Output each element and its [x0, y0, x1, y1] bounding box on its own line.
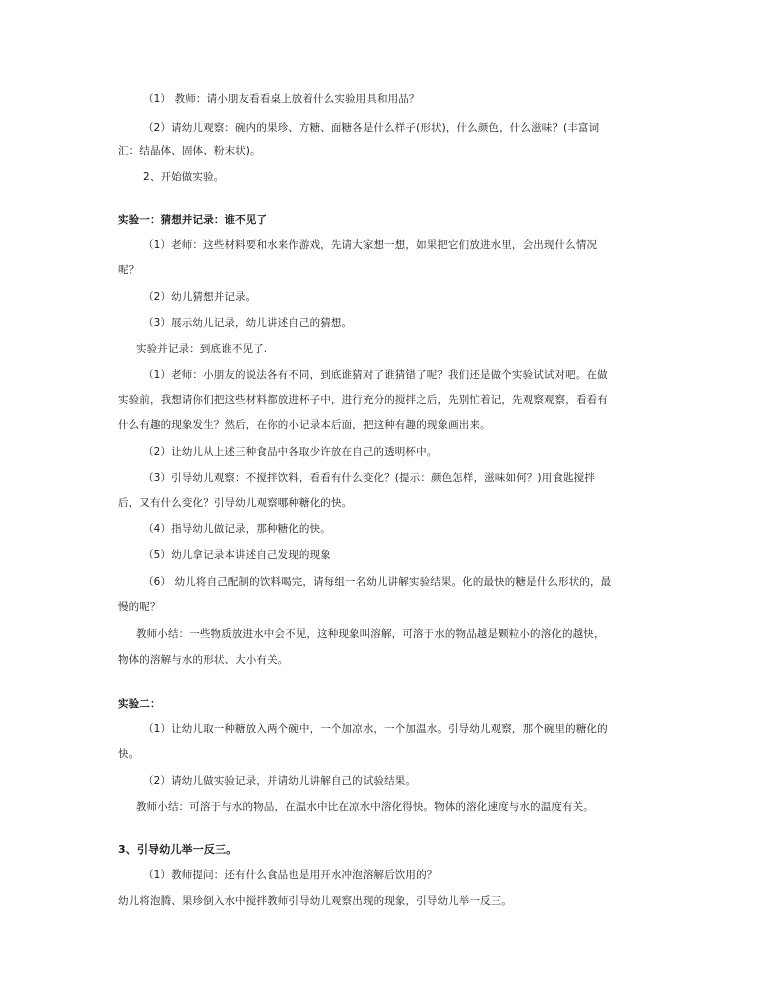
summary-exp1: 教师小结：一些物质放进水中会不见，这种现象叫溶解，可溶于水的物品越是颗粒小的溶化的越快，	[136, 628, 605, 640]
paragraph-exp1-1-cont: 呢？	[118, 264, 140, 276]
subheading-record: 实验并记录：到底谁不见了.	[136, 343, 268, 355]
summary-exp2: 教师小结：可溶于与水的物品，在温水中比在凉水中溶化得快。物体的溶化速度与水的温度有关。	[136, 801, 594, 813]
paragraph-record-3-cont: 后，又有什么变化？引导幼儿观察哪种糖化的快。	[118, 497, 353, 509]
paragraph-record-4: （4）指导幼儿做记录，那种糖化的快。	[143, 523, 331, 535]
paragraph-step3-2: 幼儿将泡腾、果珍倒入水中搅拌教师引导幼儿观察出现的现象，引导幼儿举一反三。	[118, 895, 513, 907]
paragraph-exp1-1: （1）老师：这些材料要和水来作游戏，先请大家想一想，如果把它们放进水里，会出现什么情况	[143, 239, 598, 251]
paragraph-record-3: （3）引导幼儿观察：不搅拌饮料，看看有什么变化？(提示：颜色怎样，滋味如何？)用食匙搅拌	[143, 472, 595, 484]
summary-exp1-cont: 物体的溶解与水的形状、大小有关。	[118, 654, 289, 666]
paragraph-record-6-cont: 慢的呢？	[118, 601, 161, 613]
paragraph-record-1-cont-b: 什么有趣的现象发生？然后，在你的小记录本后面，把这种有趣的现象画出来。	[118, 419, 491, 431]
paragraph-record-5: （5）幼儿拿记录本讲述自己发现的现象	[143, 549, 331, 561]
paragraph-exp2-1: （1）让幼儿取一种糖放入两个碗中，一个加凉水，一个加温水。引导幼儿观察，那个碗里的糖化的	[143, 723, 608, 735]
paragraph-exp1-3: （3）展示幼儿记录，幼儿讲述自己的猜想。	[143, 317, 353, 329]
paragraph-exp2-1-cont: 快。	[118, 748, 140, 760]
paragraph-step-1: （1） 教师：请小朋友看看桌上放着什么实验用具和用品？	[143, 93, 420, 105]
paragraph-exp1-2: （2）幼儿猜想并记录。	[143, 291, 257, 303]
heading-step-3: 3、引导幼儿举一反三。	[118, 843, 238, 856]
paragraph-record-1: （1）老师：小朋友的说法各有不同，到底谁猜对了谁猜错了呢？我们还是做个实验试试对吧。在做	[143, 369, 608, 381]
heading-start-experiment: 2、开始做实验。	[143, 171, 225, 183]
paragraph-step3-1: （1）教师提问：还有什么食品也是用开水冲泡溶解后饮用的？	[143, 869, 438, 881]
heading-experiment-2: 实验二：	[118, 698, 161, 710]
heading-experiment-1: 实验一：猜想并记录：谁不见了	[118, 214, 268, 226]
paragraph-step-2-cont: 汇：结晶体、固体、粉末状)。	[118, 145, 261, 157]
paragraph-record-1-cont-a: 实验前，我想请你们把这些材料都放进杯子中，进行充分的搅拌之后，先别忙着记，先观察观察，看看有	[118, 394, 608, 406]
paragraph-exp2-2: （2）请幼儿做实验记录，并请幼儿讲解自己的试验结果。	[143, 775, 417, 787]
paragraph-step-2: （2）请幼儿观察：碗内的果珍、方糖、面糖各是什么样子(形状)，什么颜色，什么滋味？(丰富词	[143, 122, 600, 134]
paragraph-record-6: （6） 幼儿将自己配制的饮料喝完，请每组一名幼儿讲解实验结果。化的最快的糖是什么形状的，最	[143, 576, 612, 588]
paragraph-record-2: （2）让幼儿从上述三种食品中各取少许放在自己的透明杯中。	[143, 446, 438, 458]
